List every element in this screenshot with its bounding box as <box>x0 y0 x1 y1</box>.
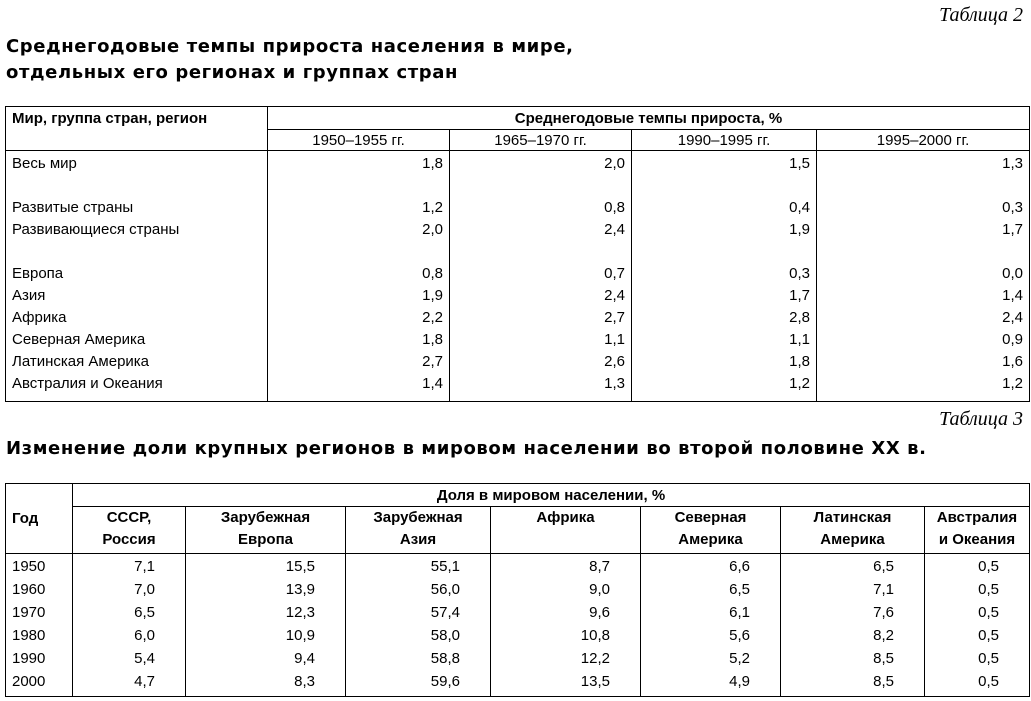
table2-header-super: Среднегодовые темпы прироста, % <box>268 107 1030 130</box>
row-value <box>632 177 817 199</box>
row-value: 0,5 <box>978 627 999 644</box>
table2-period-header: 1990–1995 гг. <box>632 130 817 151</box>
row-value: 1,8 <box>268 151 450 178</box>
row-value: 55,1 <box>346 554 491 582</box>
row-value: 4,7 <box>73 673 186 697</box>
row-label: Развитые страны <box>6 199 268 221</box>
row-value: 13,5 <box>491 673 641 697</box>
row-value: 6,0 <box>73 627 186 650</box>
row-value: 1,7 <box>1002 221 1023 238</box>
row-value: 7,1 <box>73 554 186 582</box>
row-value <box>817 177 1030 199</box>
row-value: 1,2 <box>632 375 817 402</box>
table2-label: Таблица 2 <box>939 4 1023 26</box>
row-value: 0,5 <box>978 558 999 575</box>
row-value: 1,9 <box>268 287 450 309</box>
region-line1: Зарубежная <box>220 509 311 526</box>
row-value: 1,6 <box>1002 353 1023 370</box>
table-row <box>6 331 1030 353</box>
table-row <box>6 199 1030 221</box>
table-row <box>6 554 1030 582</box>
table3-region-header <box>73 507 186 554</box>
row-value: 57,4 <box>346 604 491 627</box>
table2-period-header: 1995–2000 гг. <box>817 130 1030 151</box>
row-value: 0,5 <box>978 581 999 598</box>
table3 <box>5 483 1030 697</box>
table-row <box>6 627 1030 650</box>
table-row <box>6 151 1030 178</box>
row-value: 0,3 <box>632 265 817 287</box>
table3-header-super: Доля в мировом населении, % <box>73 484 1030 507</box>
row-value: 5,2 <box>641 650 781 673</box>
region-line2: Азия <box>399 531 437 548</box>
row-value: 0,7 <box>450 265 632 287</box>
row-value: 1,1 <box>450 331 632 353</box>
table-row <box>6 221 1030 243</box>
table2-period-header: 1950–1955 гг. <box>268 130 450 151</box>
table3-region-header <box>641 507 781 554</box>
row-value <box>450 177 632 199</box>
table2-header-left: Мир, группа стран, регион <box>6 107 268 151</box>
row-year: 1990 <box>6 650 73 673</box>
row-value: 2,4 <box>450 221 632 243</box>
table3-region-header <box>346 507 491 554</box>
row-label <box>6 243 268 265</box>
row-value: 0,0 <box>1002 265 1023 282</box>
table-row <box>6 375 1030 402</box>
row-label: Австралия и Океания <box>6 375 268 402</box>
row-value: 1,4 <box>1002 287 1023 304</box>
row-value: 6,5 <box>73 604 186 627</box>
region-line2: Россия <box>102 531 156 548</box>
row-value: 5,4 <box>73 650 186 673</box>
table2-title-line1: Среднегодовые темпы прироста населения в мире, <box>6 36 574 57</box>
row-value: 8,5 <box>781 673 925 697</box>
row-value: 6,5 <box>641 581 781 604</box>
region-line1: Зарубежная <box>373 509 463 526</box>
row-value: 1,9 <box>632 221 817 243</box>
row-value <box>450 243 632 265</box>
row-value: 0,9 <box>1002 331 1023 348</box>
row-value: 0,5 <box>978 650 999 667</box>
row-value: 2,0 <box>268 221 450 243</box>
row-year: 1970 <box>6 604 73 627</box>
row-year: 1950 <box>6 554 73 582</box>
table-row <box>6 243 1030 265</box>
row-value: 6,1 <box>641 604 781 627</box>
region-line2: и Океания <box>938 531 1016 548</box>
row-value: 6,5 <box>781 554 925 582</box>
row-value: 2,4 <box>450 287 632 309</box>
region-line1: СССР, <box>106 509 152 526</box>
row-label: Европа <box>6 265 268 287</box>
region-line1: Латинская <box>813 509 892 526</box>
row-label <box>6 177 268 199</box>
row-value: 9,0 <box>491 581 641 604</box>
row-value: 1,2 <box>268 199 450 221</box>
table3-label: Таблица 3 <box>939 408 1023 430</box>
row-value: 0,4 <box>632 199 817 221</box>
row-value: 1,7 <box>632 287 817 309</box>
row-value: 10,9 <box>186 627 346 650</box>
row-value: 2,7 <box>450 309 632 331</box>
row-value: 12,3 <box>186 604 346 627</box>
table2-period-header: 1965–1970 гг. <box>450 130 632 151</box>
table-row <box>6 673 1030 697</box>
row-value: 8,3 <box>186 673 346 697</box>
row-value: 5,6 <box>641 627 781 650</box>
row-value: 2,8 <box>632 309 817 331</box>
table3-region-header <box>925 507 1030 554</box>
row-value: 7,0 <box>73 581 186 604</box>
row-value: 2,4 <box>1002 309 1023 326</box>
row-value: 7,1 <box>781 581 925 604</box>
row-value <box>268 177 450 199</box>
row-value: 8,7 <box>491 554 641 582</box>
row-value: 13,9 <box>186 581 346 604</box>
row-value: 0,3 <box>1002 199 1023 216</box>
table-row <box>6 581 1030 604</box>
row-value: 59,6 <box>346 673 491 697</box>
row-year: 1960 <box>6 581 73 604</box>
row-value: 7,6 <box>781 604 925 627</box>
row-value: 1,5 <box>632 151 817 178</box>
table-row <box>6 287 1030 309</box>
row-label: Латинская Америка <box>6 353 268 375</box>
row-value: 58,8 <box>346 650 491 673</box>
table2-title-line2: отдельных его регионах и группах стран <box>6 62 459 83</box>
row-value: 2,6 <box>450 353 632 375</box>
table2-title <box>6 34 574 86</box>
region-line1: Северная <box>674 509 747 526</box>
row-value: 0,8 <box>450 199 632 221</box>
row-value: 12,2 <box>491 650 641 673</box>
table3-title: Изменение доли крупных регионов в мировом населении во второй половине XX в. <box>6 438 927 459</box>
row-value <box>632 243 817 265</box>
table3-region-header <box>781 507 925 554</box>
table-row <box>6 650 1030 673</box>
row-value: 1,2 <box>1002 375 1023 392</box>
row-value: 8,2 <box>781 627 925 650</box>
row-value <box>817 243 1030 265</box>
region-line2: Америка <box>678 531 743 548</box>
row-value: 1,8 <box>632 353 817 375</box>
row-value: 1,3 <box>1002 155 1023 172</box>
row-value: 1,1 <box>632 331 817 353</box>
row-value: 4,9 <box>641 673 781 697</box>
table3-region-header <box>491 507 641 554</box>
row-label: Северная Америка <box>6 331 268 353</box>
row-value: 1,8 <box>268 331 450 353</box>
row-value: 2,7 <box>268 353 450 375</box>
row-value: 56,0 <box>346 581 491 604</box>
row-value: 2,0 <box>450 151 632 178</box>
row-value: 1,4 <box>268 375 450 402</box>
row-year: 2000 <box>6 673 73 697</box>
region-line2: Америка <box>820 531 885 548</box>
table-row <box>6 309 1030 331</box>
region-line1: Африка <box>536 509 595 526</box>
row-value <box>268 243 450 265</box>
row-label: Азия <box>6 287 268 309</box>
row-value: 15,5 <box>186 554 346 582</box>
row-value: 6,6 <box>641 554 781 582</box>
region-line1: Австралия <box>936 509 1018 526</box>
table3-header-left: Год <box>6 484 73 554</box>
row-label: Весь мир <box>6 151 268 178</box>
table-row <box>6 604 1030 627</box>
row-value: 0,8 <box>268 265 450 287</box>
row-value: 2,2 <box>268 309 450 331</box>
row-label: Развивающиеся страны <box>6 221 268 243</box>
row-value: 1,3 <box>450 375 632 402</box>
row-value: 58,0 <box>346 627 491 650</box>
row-value: 8,5 <box>781 650 925 673</box>
table2 <box>5 106 1030 402</box>
row-value: 9,6 <box>491 604 641 627</box>
table-row <box>6 353 1030 375</box>
table-row <box>6 265 1030 287</box>
row-value: 10,8 <box>491 627 641 650</box>
table3-region-header <box>186 507 346 554</box>
table-row <box>6 177 1030 199</box>
row-label: Африка <box>6 309 268 331</box>
row-value: 9,4 <box>186 650 346 673</box>
row-value: 0,5 <box>978 604 999 621</box>
row-value: 0,5 <box>978 673 999 690</box>
region-line2: Европа <box>238 531 293 548</box>
row-year: 1980 <box>6 627 73 650</box>
